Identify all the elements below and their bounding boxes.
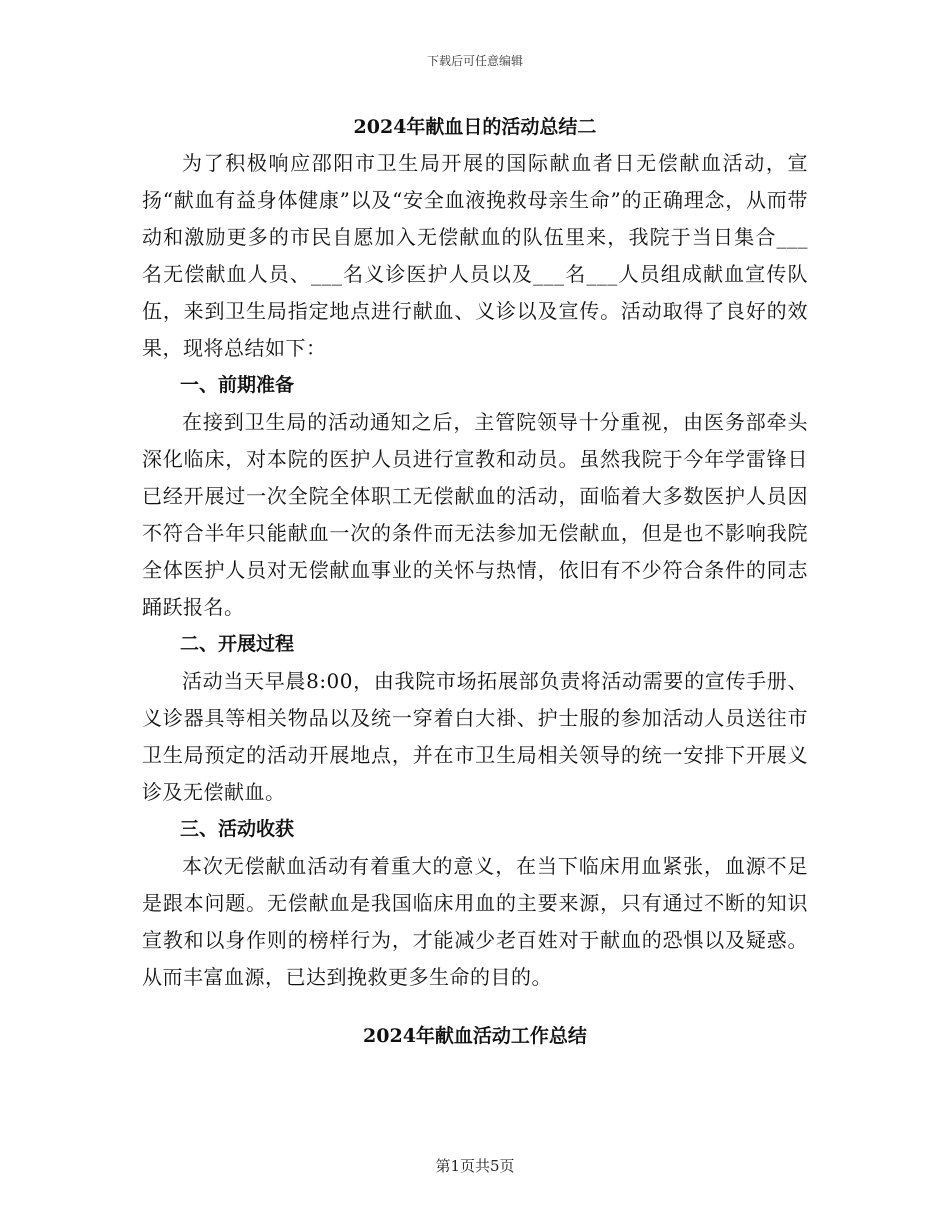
section-body-results: 本次无偿献血活动有着重大的意义，在当下临床用血紧张，血源不足是跟本问题。无偿献血是我国临床用血的主要来源，只有通过不断的知识宣教和以身作则的榜样行为，才能减少老百姓对于献血的恐惧以及疑惑。从而丰富血源，已达到挽救更多生命的目的。 <box>142 854 808 989</box>
section-heading-process: 二、开展过程 <box>180 633 295 655</box>
document-body <box>142 110 808 1053</box>
page-footer: 第1页共5页 <box>435 1157 515 1175</box>
section-heading-results: 三、活动收获 <box>180 818 295 840</box>
next-document-title: 2024年献血活动工作总结 <box>363 1025 587 1047</box>
intro-paragraph: 为了积极响应邵阳市卫生局开展的国际献血者日无偿献血活动，宣扬“献血有益身体健康”以及“安全血液挽救母亲生命”的正确理念，从而带动和激励更多的市民自愿加入无偿献血的队伍里来，我院于当日集合___名无偿献血人员、___名义诊医护人员以及___名___人员组成献血宣传队伍，来到卫生局指定地点进行献血、义诊以及宣传。活动取得了良好的效果，现将总结如下： <box>142 151 808 360</box>
page-header: 下载后可任意编辑 <box>426 54 523 68</box>
section-body-preparation: 在接到卫生局的活动通知之后，主管院领导十分重视，由医务部牵头深化临床，对本院的医护人员进行宣教和动员。虽然我院于今年学雷锋日已经开展过一次全院全体职工无偿献血的活动，面临着大多数医护人员因不符合半年只能献血一次的条件而无法参加无偿献血，但是也不影响我院全体医护人员对无偿献血事业的关怀与热情，依旧有不少符合条件的同志踊跃报名。 <box>142 410 808 619</box>
document-title: 2024年献血日的活动总结二 <box>353 116 597 138</box>
section-heading-preparation: 一、前期准备 <box>180 374 295 396</box>
section-body-process: 活动当天早晨8:00，由我院市场拓展部负责将活动需要的宣传手册、义诊器具等相关物品以及统一穿着白大褂、护士服的参加活动人员送往市卫生局预定的活动开展地点，并在市卫生局相关领导的统一安排下开展义诊及无偿献血。 <box>142 669 808 804</box>
